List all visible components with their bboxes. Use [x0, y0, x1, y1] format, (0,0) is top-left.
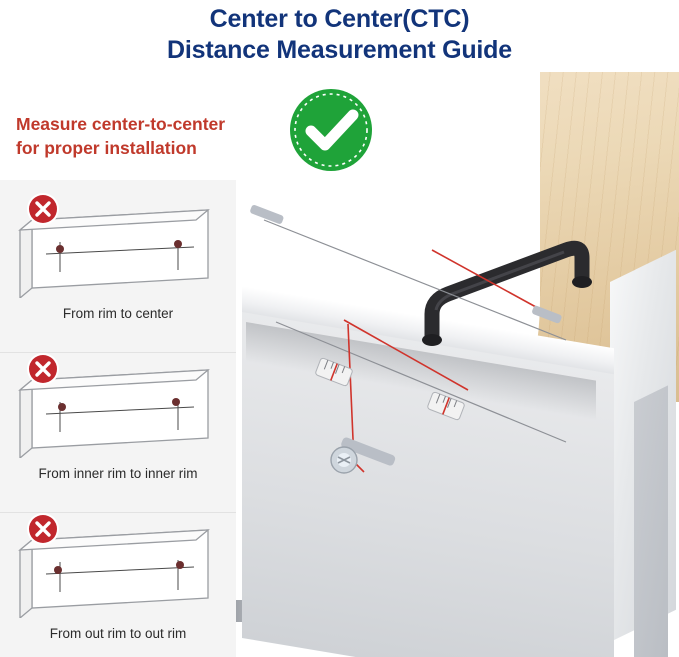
example-figure-2 — [12, 352, 224, 458]
title-line-1: Center to Center(CTC) — [209, 5, 470, 33]
screw-top-icon — [531, 305, 562, 324]
x-mark-icon — [26, 352, 60, 386]
example-figure-1 — [12, 192, 224, 298]
wrong-example-2 — [0, 352, 236, 482]
screw-bottom-icon — [331, 436, 396, 473]
page-title — [0, 4, 679, 66]
ruler-marker-2 — [427, 392, 465, 421]
wrong-examples-panel — [0, 180, 236, 657]
example-caption-2: From inner rim to inner rim — [38, 466, 198, 481]
callout-text — [16, 112, 284, 160]
x-mark-icon — [26, 192, 60, 226]
title-line-2: Distance Measurement Guide — [167, 36, 512, 64]
ruler-marker-1 — [315, 358, 353, 387]
example-caption-3: From out rim to out rim — [49, 626, 187, 641]
callout-line-2: for proper installation — [16, 138, 197, 158]
x-mark-icon — [26, 512, 60, 546]
wrong-example-3 — [0, 512, 236, 642]
example-figure-3 — [12, 512, 224, 618]
callout-line-1: Measure center-to-center — [16, 114, 226, 134]
check-mark-icon — [283, 82, 379, 178]
example-caption-1: From rim to center — [62, 306, 174, 321]
wrong-example-1 — [0, 192, 236, 322]
